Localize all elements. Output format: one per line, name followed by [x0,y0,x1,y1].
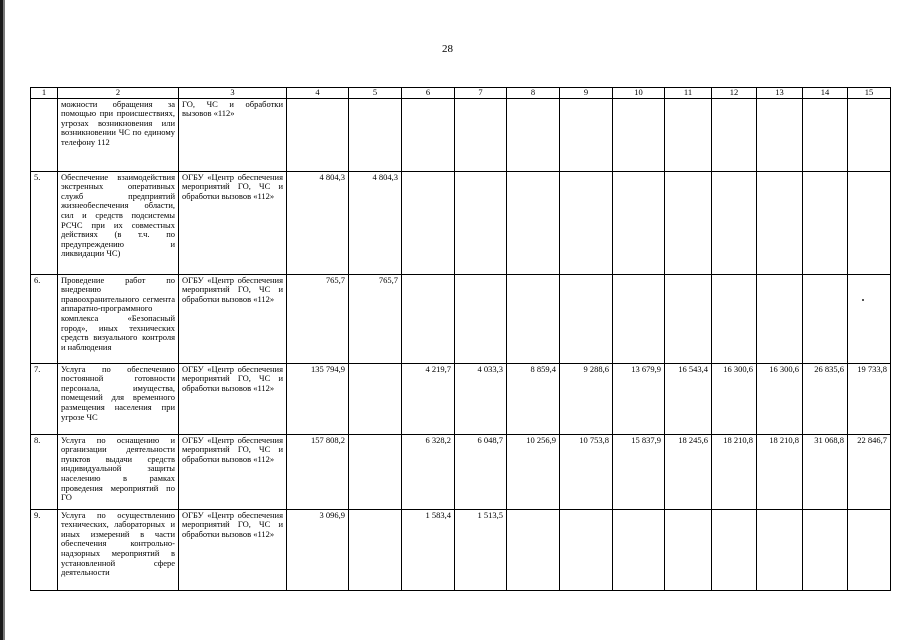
value-cell: 31 068,8 [803,434,848,509]
value-cell: 16 543,4 [665,363,712,434]
value-cell: 19 733,8 [848,363,891,434]
value-cell [455,171,507,274]
table-row [31,363,891,434]
value-cell [848,509,891,590]
value-cell: 18 210,8 [712,434,757,509]
value-cell [402,274,455,363]
value-cell: 8 859,4 [507,363,560,434]
scan-edge-shadow [3,0,5,640]
column-number-cell: 9 [560,88,613,99]
value-cell: 26 835,6 [803,363,848,434]
column-number-cell: 14 [803,88,848,99]
value-cell [803,171,848,274]
executor-cell: ГО, ЧС и обработки вызовов «112» [179,98,287,171]
column-number-cell: 5 [349,88,402,99]
row-index-cell [31,98,58,171]
value-cell [665,509,712,590]
value-cell [803,509,848,590]
value-cell [349,363,402,434]
value-cell [560,98,613,171]
value-cell [803,274,848,363]
value-cell: 9 288,6 [560,363,613,434]
row-index-cell: 5. [31,171,58,274]
value-cell [665,171,712,274]
column-number-cell: 6 [402,88,455,99]
table-row [31,274,891,363]
value-cell: 765,7 [349,274,402,363]
value-cell [712,274,757,363]
executor-cell: ОГБУ «Центр обеспечения мероприятий ГО, ЧС и обработки вызовов «112» [179,171,287,274]
value-cell [402,98,455,171]
value-cell: 16 300,6 [757,363,803,434]
value-cell: 1 513,5 [455,509,507,590]
value-cell [560,171,613,274]
value-cell [560,509,613,590]
value-cell [712,509,757,590]
value-cell [757,274,803,363]
value-cell [757,509,803,590]
executor-cell: ОГБУ «Центр обеспечения мероприятий ГО, ЧС и обработки вызовов «112» [179,274,287,363]
executor-cell: ОГБУ «Центр обеспечения мероприятий ГО, ЧС и обработки вызовов «112» [179,434,287,509]
value-cell [613,98,665,171]
column-number-row [31,88,891,99]
value-cell [507,171,560,274]
column-number-cell: 2 [58,88,179,99]
value-cell [848,274,891,363]
value-cell: 6 328,2 [402,434,455,509]
value-cell [287,98,349,171]
activity-name-cell: Обеспечение взаимодействия экстренных оперативных служб предприятий жизнеобеспечения области, сил и средств подсистемы РСЧС при их совместных действиях (в т.ч. по предупреждению и ликвидации ЧС) [58,171,179,274]
page-number: 28 [442,43,453,55]
value-cell: 10 256,9 [507,434,560,509]
value-cell [507,509,560,590]
value-cell: 135 794,9 [287,363,349,434]
value-cell: 10 753,8 [560,434,613,509]
value-cell [757,171,803,274]
activity-name-cell: Услуга по обеспечению постоянной готовности персонала, имущества, помещений для временного размещения населения при угрозе ЧС [58,363,179,434]
value-cell: 1 583,4 [402,509,455,590]
value-cell [402,171,455,274]
executor-cell: ОГБУ «Центр обеспечения мероприятий ГО, ЧС и обработки вызовов «112» [179,363,287,434]
activity-name-cell: можности обращения за помощью при происшествиях, угрозах возникновения или возникновении ЧС по единому телефону 112 [58,98,179,171]
activity-name-cell: Услуга по осуществлению технических, лабораторных и иных измерений в части обеспечения контрольно-надзорных мероприятий в установленной сфере деятельности [58,509,179,590]
value-cell [848,171,891,274]
value-cell [613,509,665,590]
row-index-cell: 9. [31,509,58,590]
executor-cell: ОГБУ «Центр обеспечения мероприятий ГО, ЧС и обработки вызовов «112» [179,509,287,590]
value-cell: 4 033,3 [455,363,507,434]
value-cell: 18 210,8 [757,434,803,509]
column-number-cell: 12 [712,88,757,99]
value-cell [613,274,665,363]
activity-name-cell: Услуга по оснащению и организации деятельности пунктов выдачи средств индивидуальной защиты населению в рамках проведения мероприятий по ГО [58,434,179,509]
column-number-cell: 7 [455,88,507,99]
column-number-cell: 4 [287,88,349,99]
value-cell: 4 804,3 [287,171,349,274]
value-cell: 6 048,7 [455,434,507,509]
value-cell [560,274,613,363]
value-cell [665,98,712,171]
value-cell [455,274,507,363]
value-cell [349,434,402,509]
table-row [31,171,891,274]
value-cell [712,171,757,274]
value-cell: 3 096,9 [287,509,349,590]
value-cell: 765,7 [287,274,349,363]
value-cell: 22 846,7 [848,434,891,509]
value-cell: 4 219,7 [402,363,455,434]
value-cell: 15 837,9 [613,434,665,509]
value-cell: 4 804,3 [349,171,402,274]
column-number-cell: 11 [665,88,712,99]
row-index-cell: 6. [31,274,58,363]
value-cell [848,98,891,171]
column-number-cell: 10 [613,88,665,99]
column-number-cell: 15 [848,88,891,99]
value-cell: 157 808,2 [287,434,349,509]
value-cell [757,98,803,171]
scan-speck [862,299,864,301]
value-cell: 13 679,9 [613,363,665,434]
table-row [31,98,891,171]
column-number-cell: 1 [31,88,58,99]
value-cell [665,274,712,363]
value-cell [455,98,507,171]
value-cell: 16 300,6 [712,363,757,434]
row-index-cell: 8. [31,434,58,509]
table-row [31,509,891,590]
value-cell [613,171,665,274]
value-cell [803,98,848,171]
table-row [31,434,891,509]
value-cell: 18 245,6 [665,434,712,509]
value-cell [349,509,402,590]
column-number-cell: 13 [757,88,803,99]
row-index-cell: 7. [31,363,58,434]
value-cell [712,98,757,171]
value-cell [349,98,402,171]
column-number-cell: 3 [179,88,287,99]
activity-name-cell: Проведение работ по внедрению правоохранительного сегмента аппаратно-программного комплекса «Безопасный город», иных технических средств визуального контроля и наблюдения [58,274,179,363]
value-cell [507,274,560,363]
column-number-cell: 8 [507,88,560,99]
budget-table [30,87,891,591]
value-cell [507,98,560,171]
